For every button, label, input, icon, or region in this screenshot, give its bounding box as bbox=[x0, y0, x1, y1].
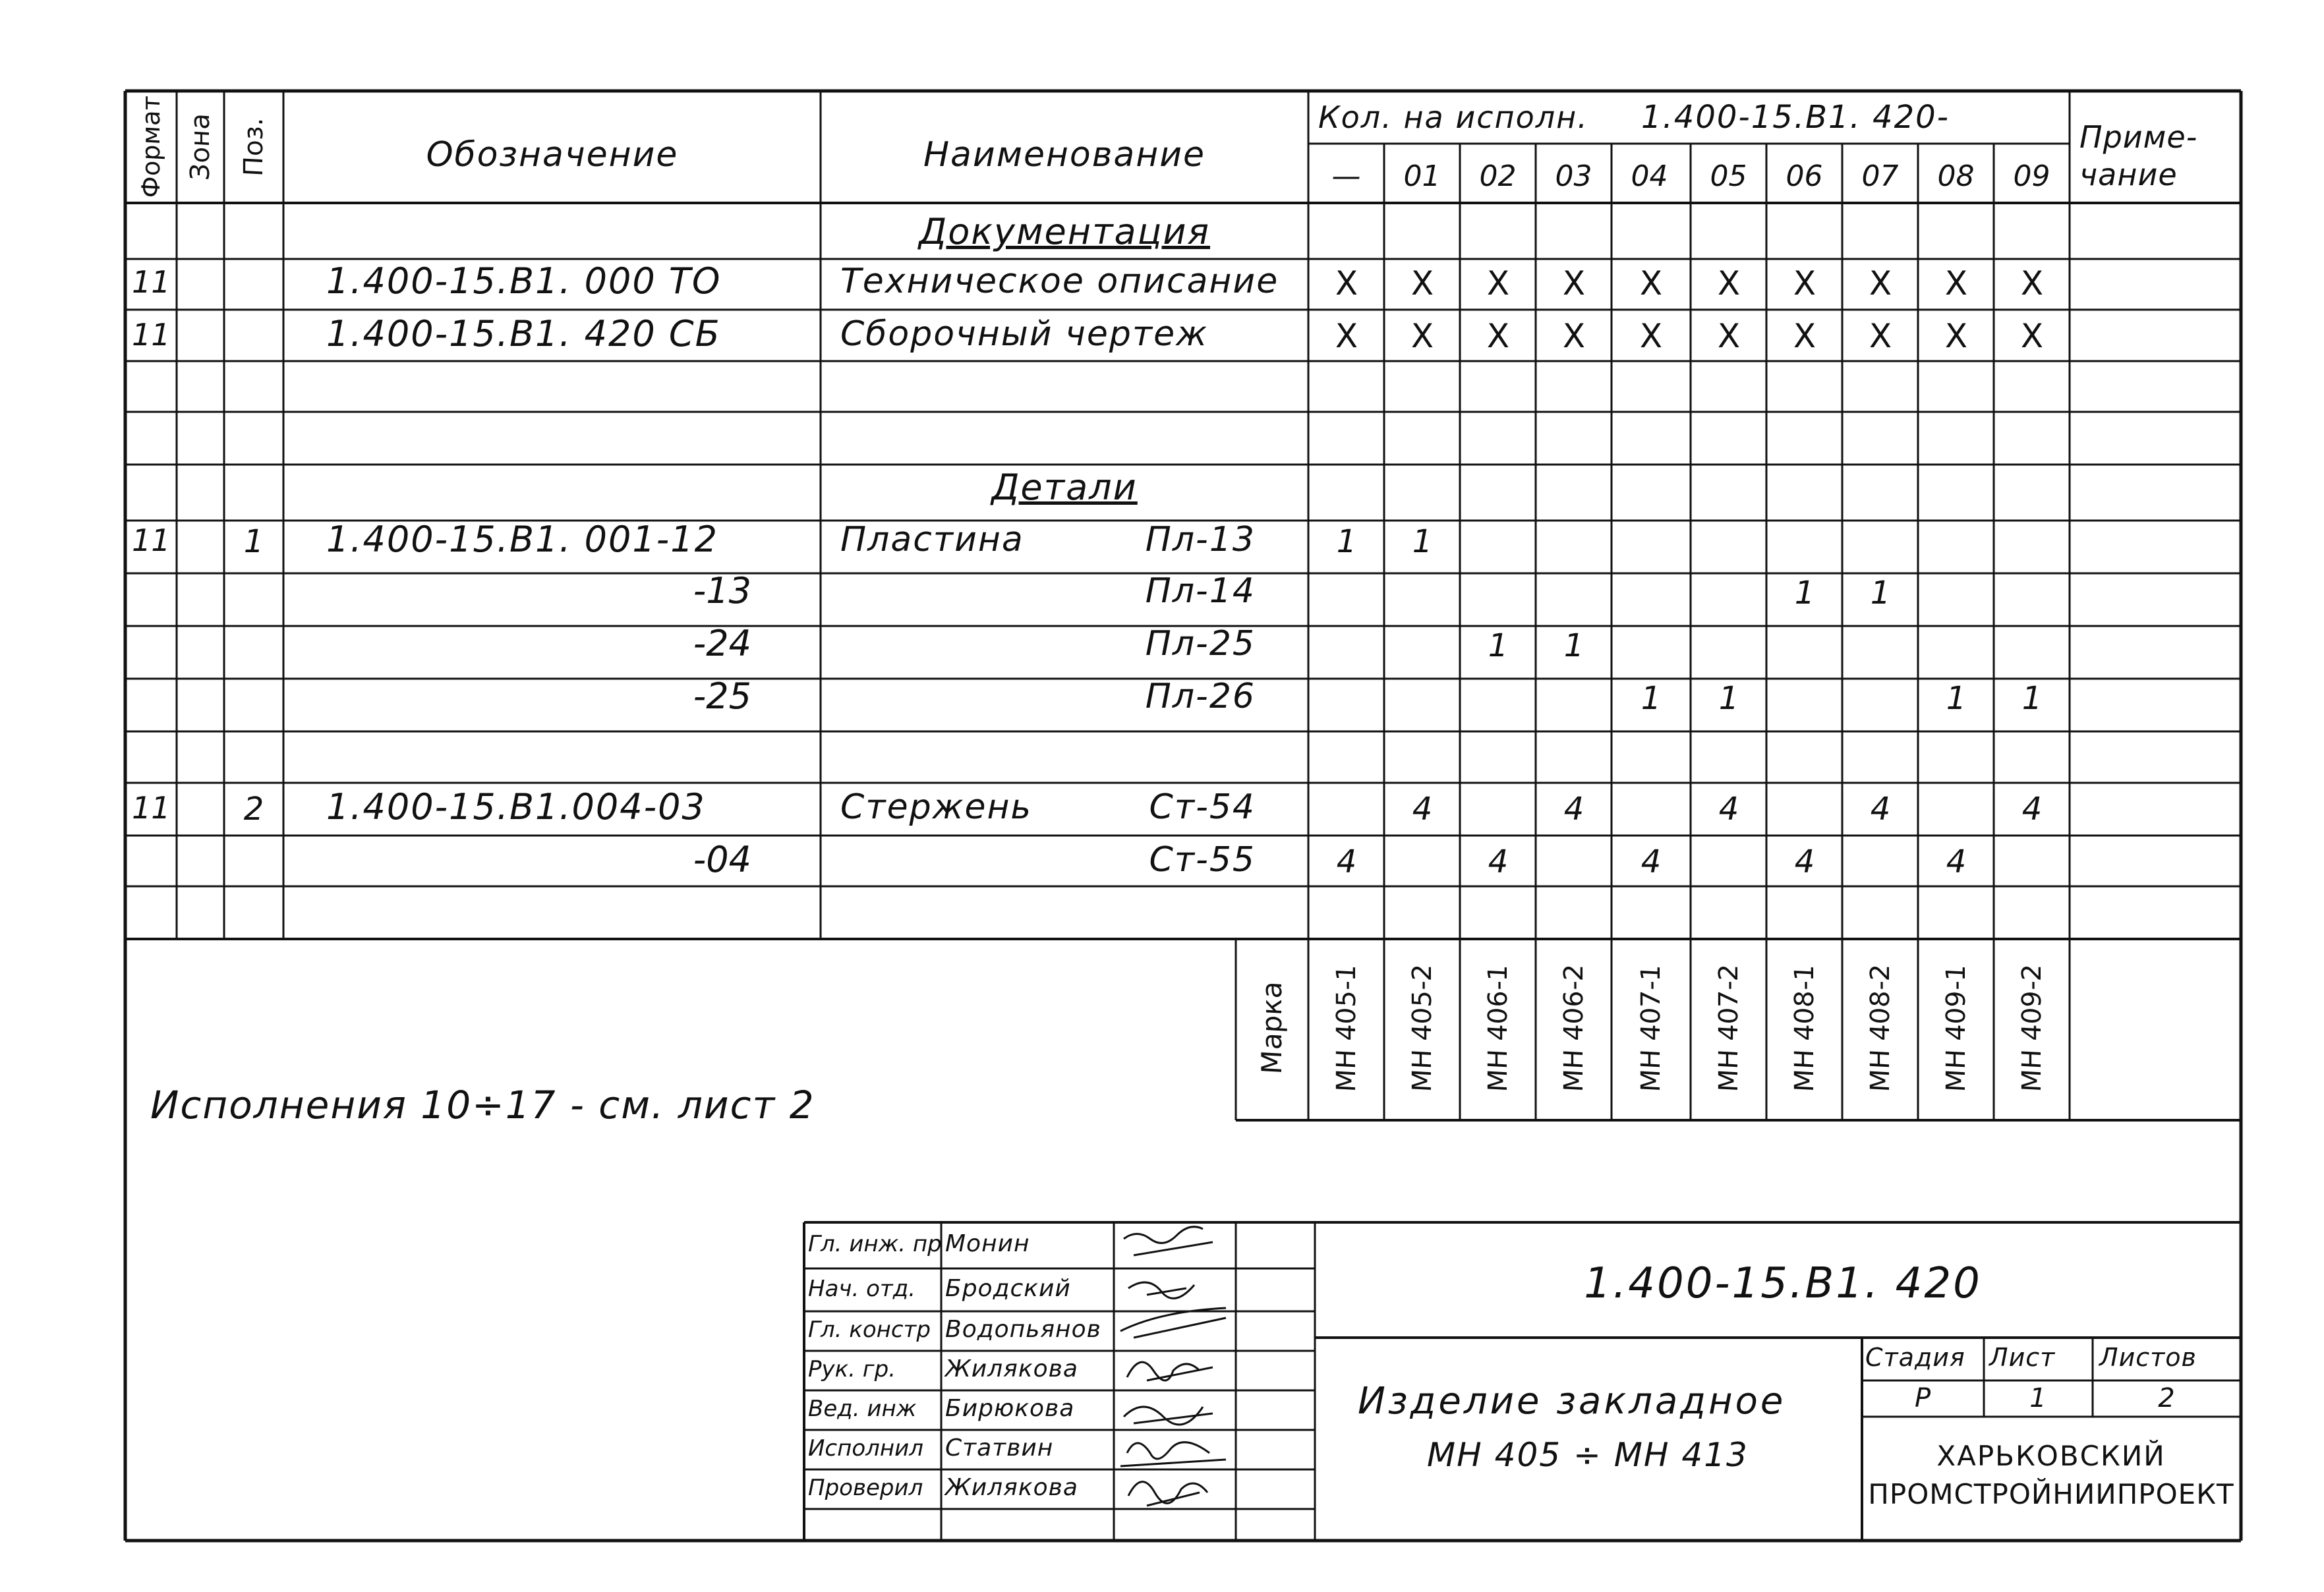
row-format: 11 bbox=[132, 316, 171, 353]
qty-cell: X bbox=[1410, 264, 1434, 302]
row-designation: -24 bbox=[693, 623, 751, 665]
row-name-code: Пл-14 bbox=[1145, 571, 1256, 611]
row-designation: -04 bbox=[693, 839, 751, 881]
signature-5 bbox=[1124, 1407, 1213, 1425]
qty-cell: X bbox=[1410, 317, 1434, 355]
stage-label: Стадия bbox=[1865, 1343, 1965, 1373]
qty-cell: X bbox=[1486, 317, 1510, 355]
row-name-code: Ст-54 bbox=[1149, 787, 1256, 828]
header-variant: 04 bbox=[1631, 159, 1668, 193]
header-variant: 01 bbox=[1403, 159, 1441, 193]
qty-cell: X bbox=[1335, 317, 1358, 355]
signer-name: Водопьянов bbox=[945, 1316, 1101, 1344]
row-designation: -13 bbox=[693, 570, 751, 612]
row-name-code: Пл-13 bbox=[1145, 520, 1256, 560]
header-variant: 07 bbox=[1861, 159, 1899, 193]
row-name-code: Пл-25 bbox=[1145, 624, 1256, 664]
mark-value: МН 409-2 bbox=[2017, 961, 2047, 1094]
signature-4 bbox=[1127, 1362, 1213, 1380]
row-format: 11 bbox=[132, 522, 171, 558]
signer-name: Бирюкова bbox=[945, 1395, 1075, 1423]
title-line2: МН 405 ÷ МН 413 bbox=[1427, 1435, 1749, 1474]
qty-cell: 4 bbox=[1412, 791, 1433, 828]
note-variants: Исполнения 10÷17 - см. лист 2 bbox=[150, 1083, 815, 1128]
header-name: Наименование bbox=[923, 135, 1206, 175]
header-variant: — bbox=[1331, 159, 1361, 193]
header-designation: Обозначение bbox=[426, 135, 679, 175]
row-name: Техническое описание bbox=[840, 262, 1279, 302]
header-pos: Поз. bbox=[239, 115, 269, 179]
marks-label: Марка bbox=[1256, 979, 1288, 1077]
sheet-label: Лист bbox=[1989, 1343, 2056, 1373]
qty-cell: X bbox=[1793, 317, 1816, 355]
qty-cell: X bbox=[1717, 264, 1741, 302]
qty-cell: 1 bbox=[1641, 680, 1662, 717]
signature-7 bbox=[1128, 1482, 1207, 1506]
qty-cell: 1 bbox=[1488, 627, 1509, 664]
doc-code: 1.400-15.В1. 420 bbox=[1584, 1259, 1982, 1308]
sheets-value: 2 bbox=[2158, 1383, 2175, 1413]
header-qty-code: 1.400-15.В1. 420- bbox=[1641, 98, 1950, 136]
mark-value: МН 406-2 bbox=[1559, 961, 1589, 1094]
qty-cell: X bbox=[1562, 264, 1586, 302]
qty-cell: X bbox=[1944, 317, 1968, 355]
org-line1: ХАРЬКОВСКИЙ bbox=[1936, 1440, 2166, 1472]
row-name-code: Пл-26 bbox=[1145, 677, 1256, 717]
row-designation: 1.400-15.В1.004-03 bbox=[326, 786, 706, 828]
row-name: Пластина bbox=[840, 520, 1024, 560]
sheet-value: 1 bbox=[2029, 1383, 2047, 1413]
qty-cell: 4 bbox=[1563, 791, 1584, 828]
stage-value: Р bbox=[1914, 1383, 1931, 1413]
row-position: 2 bbox=[243, 791, 264, 828]
qty-cell: X bbox=[1335, 264, 1358, 302]
mark-value: МН 405-2 bbox=[1407, 961, 1438, 1094]
signer-name: Статвин bbox=[945, 1435, 1054, 1462]
qty-cell: 1 bbox=[1794, 575, 1815, 611]
signer-role: Рук. гр. bbox=[808, 1356, 896, 1383]
qty-cell: 4 bbox=[1718, 791, 1739, 828]
section-docs: Документация bbox=[919, 211, 1210, 252]
row-designation: 1.400-15.В1. 001-12 bbox=[326, 519, 718, 561]
mark-value: МН 406-1 bbox=[1483, 961, 1513, 1094]
row-position: 1 bbox=[243, 523, 264, 560]
row-format: 11 bbox=[132, 264, 171, 300]
qty-cell: X bbox=[1486, 264, 1510, 302]
mark-value: МН 408-1 bbox=[1789, 961, 1820, 1094]
signer-role: Гл. инж. пр bbox=[808, 1231, 942, 1258]
qty-cell: 4 bbox=[1794, 843, 1815, 880]
row-designation: 1.400-15.В1. 000 ТО bbox=[326, 260, 722, 302]
qty-cell: 4 bbox=[1641, 843, 1662, 880]
mark-value: МН 408-2 bbox=[1865, 961, 1896, 1094]
signer-name: Монин bbox=[945, 1230, 1030, 1258]
qty-cell: X bbox=[1562, 317, 1586, 355]
qty-cell: 1 bbox=[1563, 627, 1584, 664]
qty-cell: X bbox=[2020, 264, 2044, 302]
title-line1: Изделие закладное bbox=[1358, 1380, 1786, 1423]
qty-cell: 4 bbox=[1946, 843, 1967, 880]
qty-cell: X bbox=[1639, 264, 1663, 302]
qty-cell: 1 bbox=[1870, 575, 1891, 611]
mark-value: МН 409-1 bbox=[1941, 961, 1971, 1094]
sheets-label: Листов bbox=[2099, 1343, 2197, 1373]
header-zone: Зона bbox=[185, 111, 216, 183]
header-variant: 03 bbox=[1555, 159, 1592, 193]
section-parts: Детали bbox=[991, 467, 1138, 508]
signature-1 bbox=[1124, 1227, 1213, 1255]
qty-cell: 4 bbox=[1488, 843, 1509, 880]
qty-cell: 1 bbox=[1412, 523, 1433, 560]
header-qty-prefix: Кол. на исполн. bbox=[1318, 99, 1588, 135]
qty-cell: 1 bbox=[1718, 680, 1739, 717]
signer-role: Вед. инж bbox=[808, 1396, 917, 1423]
qty-cell: X bbox=[1869, 317, 1892, 355]
qty-cell: X bbox=[2020, 317, 2044, 355]
header-variant: 08 bbox=[1937, 159, 1975, 193]
signer-role: Исполнил bbox=[808, 1435, 923, 1462]
qty-cell: X bbox=[1944, 264, 1968, 302]
header-variant: 06 bbox=[1786, 159, 1823, 193]
mark-value: МН 407-2 bbox=[1714, 961, 1744, 1094]
signer-name: Жилякова bbox=[945, 1474, 1078, 1502]
qty-cell: X bbox=[1869, 264, 1892, 302]
row-name-code: Ст-55 bbox=[1149, 840, 1256, 880]
row-name: Сборочный чертеж bbox=[840, 314, 1208, 355]
row-designation: 1.400-15.В1. 420 СБ bbox=[326, 313, 721, 355]
qty-cell: 4 bbox=[1336, 843, 1357, 880]
header-note: Приме- чание bbox=[2079, 119, 2198, 193]
signer-role: Гл. констр bbox=[808, 1317, 931, 1344]
signer-role: Проверил bbox=[808, 1475, 923, 1502]
header-variant: 09 bbox=[2013, 159, 2050, 193]
qty-cell: X bbox=[1639, 317, 1663, 355]
signer-name: Бродский bbox=[945, 1275, 1071, 1303]
signature-6 bbox=[1120, 1442, 1226, 1466]
row-name: Стержень bbox=[840, 787, 1033, 828]
qty-cell: 1 bbox=[2021, 680, 2043, 717]
mark-value: МН 407-1 bbox=[1636, 961, 1666, 1094]
qty-cell: 4 bbox=[1870, 791, 1891, 828]
qty-cell: 1 bbox=[1946, 680, 1967, 717]
header-variant: 05 bbox=[1710, 159, 1747, 193]
signer-name: Жилякова bbox=[945, 1355, 1078, 1383]
signature-3 bbox=[1120, 1308, 1226, 1338]
row-designation: -25 bbox=[693, 675, 751, 718]
qty-cell: X bbox=[1717, 317, 1741, 355]
header-format: Формат bbox=[136, 94, 165, 200]
row-format: 11 bbox=[132, 789, 171, 826]
signer-role: Нач. отд. bbox=[808, 1276, 916, 1303]
qty-cell: 4 bbox=[2021, 791, 2043, 828]
mark-value: МН 405-1 bbox=[1331, 961, 1362, 1094]
qty-cell: 1 bbox=[1336, 523, 1357, 560]
org-line2: ПРОМСТРОЙНИИПРОЕКТ bbox=[1868, 1478, 2234, 1510]
header-variant: 02 bbox=[1479, 159, 1517, 193]
signature-2 bbox=[1128, 1282, 1194, 1298]
qty-cell: X bbox=[1793, 264, 1816, 302]
